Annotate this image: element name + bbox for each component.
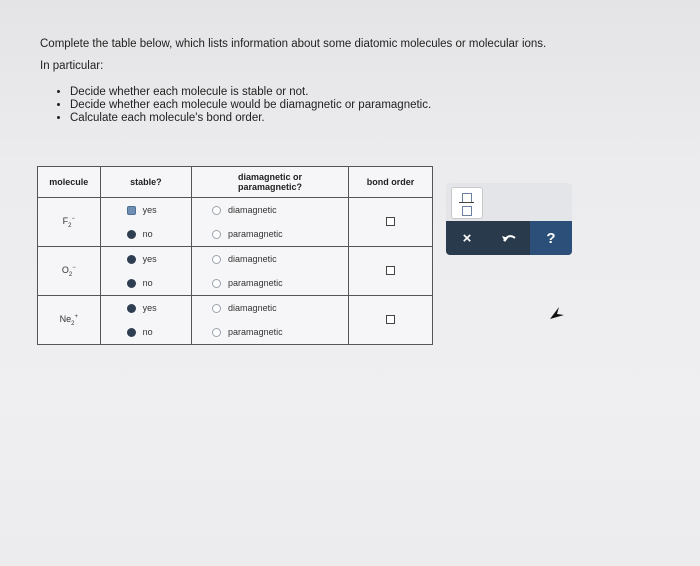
radio-button[interactable]	[127, 304, 136, 313]
header-molecule: molecule	[38, 167, 101, 198]
clear-button[interactable]	[446, 221, 488, 255]
molecule-cell	[38, 198, 101, 247]
header-bond-order: bond order	[348, 167, 432, 198]
molecule-formula-o2: $O_2^-$	[61, 264, 76, 278]
undo-icon	[501, 232, 517, 244]
stable-no-option[interactable]: no	[101, 271, 191, 295]
radio-button[interactable]	[127, 206, 136, 215]
mouse-pointer-icon	[549, 306, 565, 322]
fraction-bar	[459, 202, 474, 203]
help-button[interactable]	[530, 221, 572, 255]
molecule-formula-ne2: $Ne_2^+$	[59, 313, 78, 327]
table-header-row	[38, 167, 433, 198]
bond-order-cell	[348, 198, 432, 247]
undo-button[interactable]	[488, 221, 530, 255]
molecule-cell	[38, 247, 101, 296]
table-row	[38, 198, 433, 247]
radio-button[interactable]	[127, 230, 136, 239]
magnetic-cell	[192, 296, 349, 345]
stable-no-option[interactable]: no	[101, 320, 191, 344]
toolbar	[446, 221, 572, 255]
stable-yes-option[interactable]: yes	[101, 296, 191, 320]
bond-order-cell	[348, 247, 432, 296]
in-particular-label: In particular:	[40, 60, 104, 72]
diamagnetic-option[interactable]: diamagnetic	[192, 296, 348, 320]
instruction-list	[40, 86, 546, 125]
molecule-formula-f2: $F_2^-$	[62, 215, 75, 229]
bond-order-input[interactable]	[386, 217, 395, 226]
stable-no-option[interactable]: no	[101, 222, 191, 246]
radio-button[interactable]	[212, 230, 221, 239]
table-row	[38, 296, 433, 345]
question-intro	[40, 38, 546, 125]
header-magnetic-line1: diamagnetic or	[238, 172, 303, 182]
stable-cell	[100, 247, 191, 296]
radio-button[interactable]	[127, 279, 136, 288]
answer-tools-panel	[446, 183, 572, 255]
header-magnetic	[192, 167, 349, 198]
instruction-item: • Decide whether each molecule is stable or not.	[70, 86, 546, 99]
stable-yes-option[interactable]: yes	[101, 198, 191, 222]
paramagnetic-option[interactable]: paramagnetic	[192, 271, 348, 295]
diamagnetic-option[interactable]: diamagnetic	[192, 247, 348, 271]
paramagnetic-option[interactable]: paramagnetic	[192, 320, 348, 344]
paramagnetic-option[interactable]: paramagnetic	[192, 222, 348, 246]
bond-order-cell	[348, 296, 432, 345]
bond-order-input[interactable]	[386, 315, 395, 324]
radio-button[interactable]	[212, 279, 221, 288]
stable-cell	[100, 198, 191, 247]
header-magnetic-line2: paramagnetic?	[237, 182, 303, 192]
header-stable: stable?	[100, 167, 191, 198]
magnetic-cell	[192, 198, 349, 247]
molecule-table	[37, 166, 433, 345]
x-icon: ×	[462, 229, 472, 247]
molecule-cell	[38, 296, 101, 345]
instruction-item: • Calculate each molecule's bond order.	[70, 112, 546, 125]
stable-cell	[100, 296, 191, 345]
instruction-item: • Decide whether each molecule would be diamagnetic or paramagnetic.	[70, 99, 546, 112]
fraction-icon[interactable]	[451, 187, 483, 219]
radio-button[interactable]	[127, 255, 136, 264]
radio-button[interactable]	[127, 328, 136, 337]
question-text: Complete the table below, which lists information about some diatomic molecules or molecular ions.	[40, 38, 547, 50]
question-mark-icon: ?	[546, 229, 556, 247]
magnetic-cell	[192, 247, 349, 296]
table-row	[38, 247, 433, 296]
denominator-box	[462, 206, 472, 216]
radio-button[interactable]	[212, 255, 221, 264]
radio-button[interactable]	[212, 328, 221, 337]
radio-button[interactable]	[212, 304, 221, 313]
radio-button[interactable]	[212, 206, 221, 215]
bond-order-input[interactable]	[386, 266, 395, 275]
diamagnetic-option[interactable]: diamagnetic	[192, 198, 348, 222]
stable-yes-option[interactable]: yes	[101, 247, 191, 271]
